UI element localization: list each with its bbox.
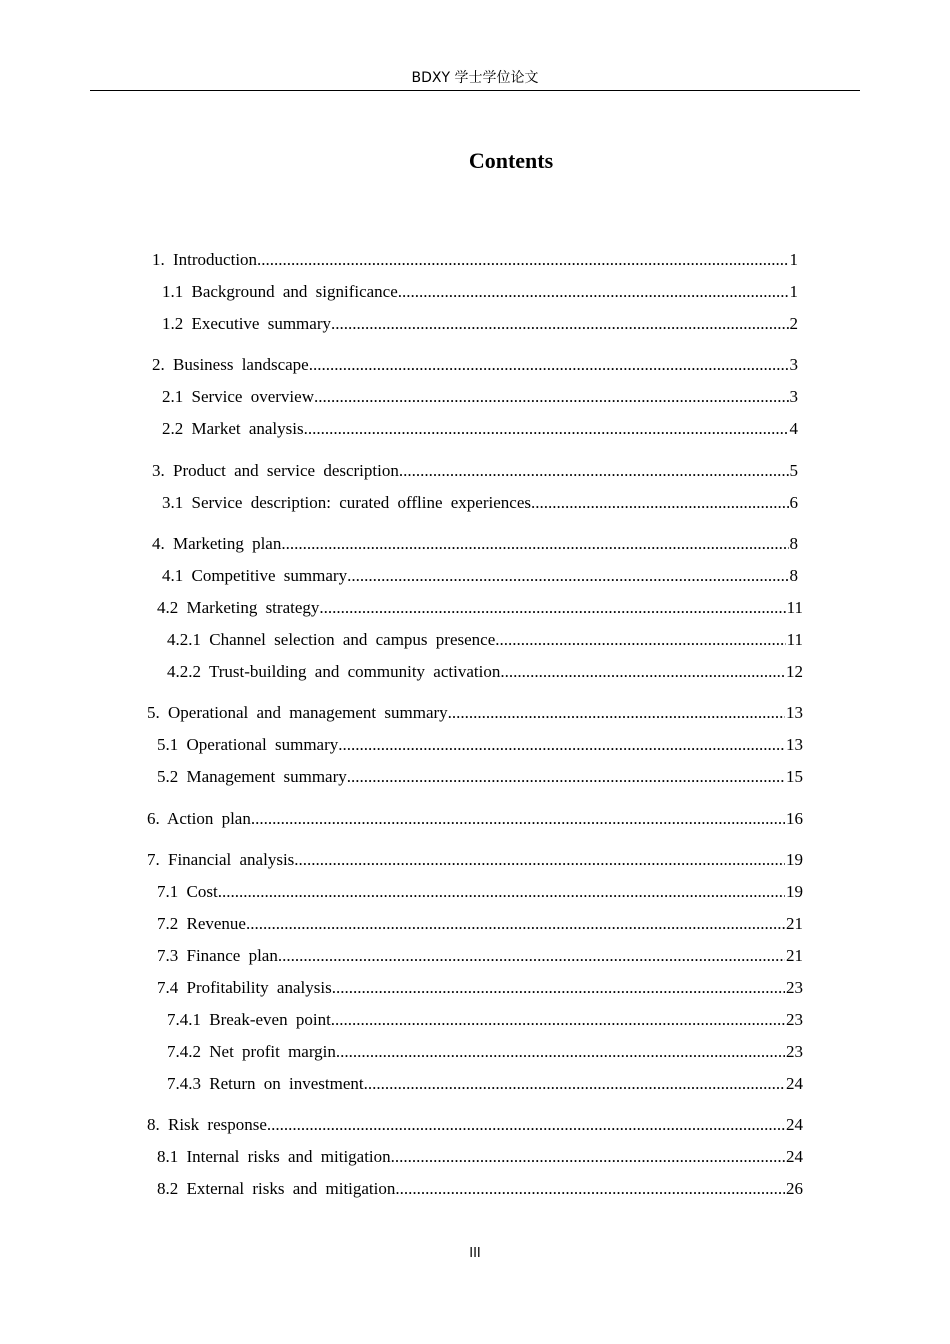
toc-dot-leader: [495, 628, 785, 652]
toc-entry-label: 4. Marketing plan: [152, 534, 282, 553]
toc-entry[interactable]: [157, 912, 803, 936]
toc-entry[interactable]: [162, 491, 798, 515]
toc-entry-page: 8: [789, 534, 798, 553]
toc-dot-leader: [331, 1008, 785, 1032]
toc-entry-page: 26: [786, 1179, 803, 1198]
contents-title: Contents: [468, 148, 554, 173]
toc-dot-leader: [331, 312, 789, 336]
toc-entry-page: 6: [789, 493, 798, 512]
toc-entry-page: 13: [786, 703, 803, 722]
toc-entry-page: 11: [786, 598, 803, 617]
toc-entry-page: 5: [789, 461, 798, 480]
toc-entry-page: 12: [786, 662, 803, 681]
toc-entry[interactable]: [157, 944, 803, 968]
toc-entry-page: 16: [786, 809, 803, 828]
toc-entry-label: 7.4.3 Return on investment: [167, 1074, 364, 1093]
toc-entry-page: 1: [789, 250, 798, 269]
toc-entry[interactable]: [162, 385, 798, 409]
toc-entry[interactable]: [167, 660, 803, 684]
toc-entry-label: 5.1 Operational summary: [157, 735, 339, 754]
toc-entry[interactable]: [147, 848, 803, 872]
toc-entry-page: 19: [786, 850, 803, 869]
toc-dot-leader: [399, 459, 789, 483]
toc-dot-leader: [314, 385, 789, 409]
toc-entry-label: 8.2 External risks and mitigation: [157, 1179, 396, 1198]
toc-entry[interactable]: [157, 765, 803, 789]
toc-entry-label: 8.1 Internal risks and mitigation: [157, 1147, 391, 1166]
toc-entry-label: 2. Business landscape: [152, 355, 309, 374]
toc-entry-label: 7.2 Revenue: [157, 914, 246, 933]
toc-entry[interactable]: [157, 596, 803, 620]
toc-entry-label: 1.1 Background and significance: [162, 282, 398, 301]
toc-entry[interactable]: [147, 807, 803, 831]
toc-dot-leader: [257, 248, 788, 272]
toc-dot-leader: [332, 976, 785, 1000]
toc-entry-label: 4.2 Marketing strategy: [157, 598, 320, 617]
toc-dot-leader: [531, 491, 789, 515]
toc-entry-label: 7.4.1 Break-even point: [167, 1010, 331, 1029]
toc-dot-leader: [251, 807, 785, 831]
toc-entry[interactable]: [157, 976, 803, 1000]
toc-entry[interactable]: [147, 701, 803, 725]
toc-dot-leader: [364, 1072, 785, 1096]
toc-entry[interactable]: [162, 564, 798, 588]
toc-dot-leader: [347, 765, 785, 789]
toc-entry-label: 7.1 Cost: [157, 882, 218, 901]
toc-entry[interactable]: [157, 880, 803, 904]
toc-entry-page: 2: [789, 314, 798, 333]
toc-dot-leader: [278, 944, 785, 968]
toc-entry[interactable]: [167, 1072, 803, 1096]
toc-entry-label: 3.1 Service description: curated offline experiences: [162, 493, 531, 512]
toc-dot-leader: [309, 353, 789, 377]
toc-entry-page: 21: [786, 914, 803, 933]
toc-entry[interactable]: [152, 248, 798, 272]
toc-entry[interactable]: [152, 459, 798, 483]
toc-entry[interactable]: [152, 532, 798, 556]
toc-dot-leader: [218, 880, 785, 904]
toc-entry-label: 4.1 Competitive summary: [162, 566, 348, 585]
toc-dot-leader: [500, 660, 785, 684]
toc-entry-page: 8: [789, 566, 798, 585]
toc-dot-leader: [294, 848, 785, 872]
toc-entry[interactable]: [162, 280, 798, 304]
toc-entry-page: 11: [786, 630, 803, 649]
toc-entry[interactable]: [162, 417, 798, 441]
toc-dot-leader: [281, 532, 788, 556]
toc-entry[interactable]: [157, 1145, 803, 1169]
toc-dot-leader: [338, 733, 785, 757]
toc-entry-label: 7.4 Profitability analysis: [157, 978, 332, 997]
toc-entry-page: 21: [786, 946, 803, 965]
toc-entry-label: 1.2 Executive summary: [162, 314, 331, 333]
toc-entry-page: 24: [786, 1074, 803, 1093]
toc-entry-page: 24: [786, 1115, 803, 1134]
toc-entry[interactable]: [167, 1008, 803, 1032]
toc-entry-page: 4: [789, 419, 798, 438]
toc-dot-leader: [395, 1177, 785, 1201]
toc-dot-leader: [391, 1145, 785, 1169]
toc-dot-leader: [319, 596, 785, 620]
toc-entry-label: 4.2.2 Trust-building and community activation: [167, 662, 501, 681]
toc-entry-label: 2.2 Market analysis: [162, 419, 304, 438]
toc-entry-page: 23: [786, 1042, 803, 1061]
toc-entry-page: 1: [789, 282, 798, 301]
toc-entry-page: 23: [786, 1010, 803, 1029]
toc-entry-label: 3. Product and service description: [152, 461, 399, 480]
toc-entry-label: 7. Financial analysis: [147, 850, 295, 869]
running-header: BDXY 学士学位论文: [411, 70, 539, 86]
page-number: III: [469, 1246, 481, 1261]
toc-entry[interactable]: [157, 733, 803, 757]
toc-entry-label: 4.2.1 Channel selection and campus presence: [167, 630, 496, 649]
toc-entry-page: 19: [786, 882, 803, 901]
toc-dot-leader: [448, 701, 785, 725]
toc-dot-leader: [246, 912, 785, 936]
toc-entry-page: 24: [786, 1147, 803, 1166]
toc-entry-label: 7.3 Finance plan: [157, 946, 278, 965]
toc-entry[interactable]: [147, 1113, 803, 1137]
toc-entry-label: 5.2 Management summary: [157, 767, 347, 786]
toc-entry-label: 6. Action plan: [147, 809, 251, 828]
toc-dot-leader: [347, 564, 788, 588]
toc-entry-label: 2.1 Service overview: [162, 387, 314, 406]
toc-entry-page: 23: [786, 978, 803, 997]
toc-entry[interactable]: [167, 1040, 803, 1064]
toc-entry[interactable]: [157, 1177, 803, 1201]
toc-entry-label: 8. Risk response: [147, 1115, 267, 1134]
toc-dot-leader: [398, 280, 789, 304]
toc-entry[interactable]: [152, 353, 798, 377]
toc-entry-page: 3: [789, 387, 798, 406]
toc-entry-page: 13: [786, 735, 803, 754]
toc-entry-label: 1. Introduction: [152, 250, 258, 269]
toc-entry[interactable]: [162, 312, 798, 336]
toc-dot-leader: [267, 1113, 785, 1137]
toc-entry-page: 3: [789, 355, 798, 374]
toc-entry-label: 5. Operational and management summary: [147, 703, 448, 722]
toc-dot-leader: [304, 417, 789, 441]
toc-dot-leader: [336, 1040, 785, 1064]
toc-entry-label: 7.4.2 Net profit margin: [167, 1042, 336, 1061]
toc-entry[interactable]: [167, 628, 803, 652]
toc-entry-page: 15: [786, 767, 803, 786]
